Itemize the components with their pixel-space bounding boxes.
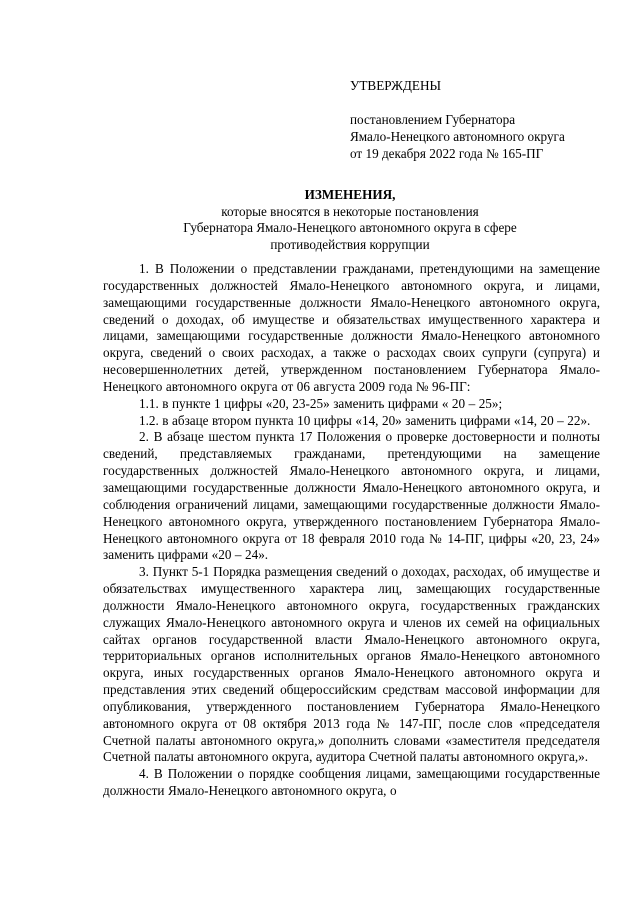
paragraph-4: 4. В Положении о порядке сообщения лицами, замещающими государственные должности Ямало-Ненецкого автономного округа, о [103, 766, 600, 799]
document-body [103, 261, 600, 800]
paragraph-3: 3. Пункт 5-1 Порядка размещения сведений о доходах, расходах, об имуществе и обязательствах имущественного характера лиц, замещающих государственные должности Ямало-Ненецкого автономного округа, государственных гражданских служащих Ямало-Ненецкого автономного округа и членов их семей на официальных сайтах органов государственной власти Ямало-Ненецкого автономного округа, территориальных органов исполнительных органов Ямало-Ненецкого автономного округа, иных государственных органов Ямало-Ненецкого автономного округа и представления этих сведений общероссийским средствам массовой информации для опубликования, утвержденного постановлением Губернатора Ямало-Ненецкого автономного округа от 08 октября 2013 года № 147-ПГ, после слов «председателя Счетной палаты автономного округа,» дополнить словами «заместителя председателя Счетной палаты автономного округа, аудитора Счетной палаты автономного округа,». [103, 564, 600, 765]
approval-line-2: Ямало-Ненецкого автономного округа [350, 129, 565, 144]
paragraph-1-1: 1.1. в пункте 1 цифры «20, 23-25» заменить цифрами « 20 – 25»; [139, 395, 503, 411]
document-subtitle-line-3: противодействия коррупции [270, 237, 430, 252]
paragraph-2: 2. В абзаце шестом пункта 17 Положения о проверке достоверности и полноты сведений, представляемых гражданами, претендующими на замещение государственных должностей Ямало-Ненецкого автономного округа, и лицами, замещающими государственные должности Ямало-Ненецкого автономного округа, и соблюдения ограничений лицами, замещающими государственные должности Ямало-Ненецкого автономного округа, утвержденного постановлением Губернатора Ямало-Ненецкого автономного округа от 18 февраля 2010 года № 14-ПГ, цифры «20, 23, 24» заменить цифрами «20 – 24». [103, 429, 600, 563]
paragraph-1-2: 1.2. в абзаце втором пункта 10 цифры «14, 20» заменить цифрами «14, 20 – 22». [139, 412, 591, 428]
document-title: ИЗМЕНЕНИЯ, [304, 187, 396, 202]
approval-stamp: УТВЕРЖДЕНЫ [350, 78, 442, 93]
approval-line-1: постановлением Губернатора [350, 112, 516, 127]
document-subtitle-line-1: которые вносятся в некоторые постановления [221, 204, 479, 219]
approval-line-3: от 19 декабря 2022 года № 165-ПГ [350, 146, 544, 161]
document-subtitle-line-2: Губернатора Ямало-Ненецкого автономного округа в сфере [183, 220, 517, 235]
paragraph-1: 1. В Положении о представлении гражданами, претендующими на замещение государственных должностей Ямало-Ненецкого автономного округа, и лицами, замещающими государственные должности Ямало-Ненецкого автономного округа, сведений о доходах, об имуществе и обязательствах имущественного характера и лицами, замещающими государственные должности Ямало-Ненецкого автономного округа, сведений о своих расходах, а также о расходах своих супруги (супруга) и несовершеннолетних детей, утвержденном постановлением Губернатора Ямало-Ненецкого автономного округа от 06 августа 2009 года № 96-ПГ: [103, 261, 600, 394]
